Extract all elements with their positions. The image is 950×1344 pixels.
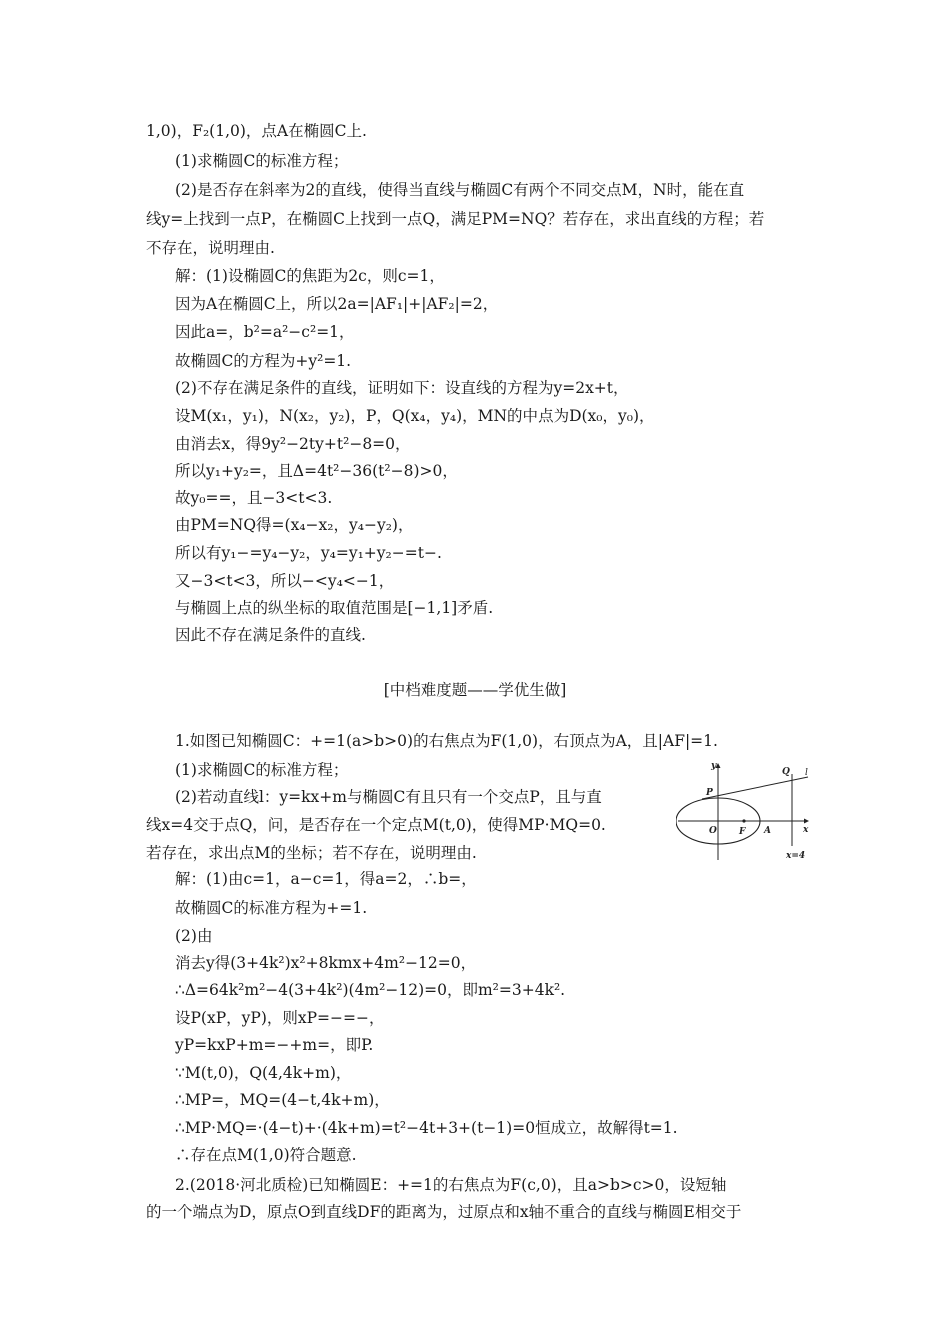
text-line: 设M(x₁，y₁)，N(x₂，y₂)，P，Q(x₄，y₄)，MN的中点为D(x₀，y₀)， [175, 407, 655, 425]
text-line: 1.如图已知椭圆C：+=1(a>b>0)的右焦点为F(1,0)，右顶点为A，且|AF|=1. [175, 732, 718, 750]
text-line: 故y₀==，且−3<t<3. [175, 489, 333, 507]
x-axis-arrow [804, 819, 809, 824]
text-line: 解：(1)设椭圆C的焦距为2c，则c=1， [175, 267, 445, 285]
text-line: 线y=上找到一点P，在椭圆C上找到一点Q，满足PM=NQ？若存在，求出直线的方程；若 [146, 210, 765, 228]
text-line: 因此不存在满足条件的直线. [175, 626, 366, 644]
origin-label: O [709, 826, 717, 836]
x-axis-label: x [803, 825, 809, 835]
text-line: ∴Δ=64k²m²−4(3+4k²)(4m²−12)=0，即m²=3+4k². [175, 981, 566, 999]
text-line: 2.(2018·河北质检)已知椭圆E：+=1的右焦点为F(c,0)，且a>b>c>0，设短轴 [175, 1176, 727, 1194]
focus-point [742, 819, 745, 822]
text-line: 由PM=NQ得=(x₄−x₂，y₄−y₂)， [175, 516, 414, 534]
text-line: 又−3<t<3，所以−<y₄<−1， [175, 572, 395, 590]
section-heading: [中档难度题——学优生做] [383, 681, 567, 699]
text-line: 故椭圆C的标准方程为+=1. [175, 899, 368, 917]
text-line: 因此a=，b²=a²−c²=1， [175, 323, 355, 341]
y-axis-label: y [711, 761, 717, 771]
text-line: 所以有y₁−=y₄−y₂，y₄=y₁+y₂−=t−. [175, 544, 442, 562]
text-line: ∵M(t,0)，Q(4,4k+m)， [175, 1064, 352, 1082]
text-line: 解：(1)由c=1，a−c=1，得a=2，∴b=， [175, 870, 477, 888]
text-line: (2)由 [175, 927, 213, 945]
text-line: 消去y得(3+4k²)x²+8kmx+4m²−12=0， [175, 954, 477, 972]
text-line: (2)若动直线l：y=kx+m与椭圆C有且只有一个交点P，且与直 [175, 788, 602, 806]
text-line: 故椭圆C的方程为+y²=1. [175, 352, 352, 370]
text-line: (1)求椭圆C的标准方程； [175, 152, 349, 170]
text-line: 设P(xP，yP)，则xP=−=−， [175, 1009, 385, 1027]
text-line: (2)是否存在斜率为2的直线，使得当直线与椭圆C有两个不同交点M，N时，能在直 [175, 181, 745, 199]
text-line: 所以y₁+y₂=，且Δ=4t²−36(t²−8)>0， [175, 462, 458, 480]
line-x4-label: x=4 [786, 851, 806, 861]
text-line: yP=kxP+m=−+m=，即P. [175, 1036, 374, 1054]
text-line: 线x=4交于点Q，问，是否存在一个定点M(t,0)，使得MP·MQ=0. [146, 816, 606, 834]
vertex-label: A [764, 826, 771, 836]
text-line: (2)不存在满足条件的直线，证明如下：设直线的方程为y=2x+t， [175, 379, 629, 397]
text-line: ∴MP·MQ=·(4−t)+·(4k+m)=t²−4t+3+(t−1)=0恒成立，故解得t=1. [175, 1119, 678, 1137]
ellipse-figure [676, 758, 816, 863]
text-line: 若存在，求出点M的坐标；若不存在，说明理由. [146, 844, 477, 862]
line-l-label: l [805, 768, 808, 778]
text-line: ∴MP=，MQ=(4−t,4k+m)， [175, 1091, 390, 1109]
text-line: 由消去x，得9y²−2ty+t²−8=0， [175, 435, 411, 453]
text-line: 与椭圆上点的纵坐标的取值范围是[−1,1]矛盾. [175, 599, 494, 617]
text-line: (1)求椭圆C的标准方程； [175, 761, 349, 779]
focus-label: F [739, 827, 746, 837]
text-line: 1,0)，F₂(1,0)，点A在椭圆C上. [146, 122, 367, 140]
y-axis-arrow [716, 763, 721, 768]
text-line: 不存在，说明理由. [146, 239, 275, 257]
point-p-label: P [706, 788, 713, 798]
text-line: ∴存在点M(1,0)符合题意. [175, 1146, 357, 1164]
point-q-label: Q [782, 767, 790, 777]
text-line: 因为A在椭圆C上，所以2a=|AF₁|+|AF₂|=2， [175, 295, 499, 313]
text-line: 的一个端点为D，原点O到直线DF的距离为，过原点和x轴不重合的直线与椭圆E相交于 [146, 1203, 742, 1221]
